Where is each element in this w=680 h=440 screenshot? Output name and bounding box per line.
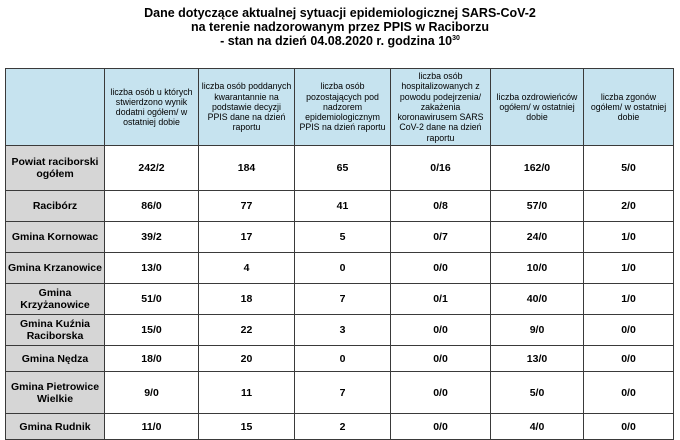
row-label: Gmina Krzanowice bbox=[6, 253, 105, 284]
table-row bbox=[6, 284, 674, 315]
cell-recovered: 9/0 bbox=[491, 315, 584, 346]
header-cases: liczba osób u których stwierdzono wynik dodatni ogółem/ w ostatniej dobie bbox=[105, 69, 199, 146]
table-row bbox=[6, 253, 674, 284]
cell-cases: 51/0 bbox=[105, 284, 199, 315]
cell-hospitalized: 0/7 bbox=[391, 222, 491, 253]
cell-recovered: 162/0 bbox=[491, 146, 584, 191]
cell-recovered: 40/0 bbox=[491, 284, 584, 315]
cell-recovered: 5/0 bbox=[491, 372, 584, 414]
cell-deaths: 5/0 bbox=[584, 146, 674, 191]
title-line-3 bbox=[0, 34, 680, 48]
cell-recovered: 24/0 bbox=[491, 222, 584, 253]
title-hour-minutes: 30 bbox=[452, 35, 460, 42]
cell-hospitalized: 0/0 bbox=[391, 414, 491, 440]
cell-quarantine: 17 bbox=[199, 222, 295, 253]
table-row bbox=[6, 315, 674, 346]
table-row bbox=[6, 372, 674, 414]
header-deaths: liczba zgonów ogółem/ w ostatniej dobie bbox=[584, 69, 674, 146]
title-line-3-text: - stan na dzień 04.08.2020 r. godzina 10 bbox=[220, 34, 453, 48]
cell-deaths: 0/0 bbox=[584, 372, 674, 414]
header-recovered: liczba ozdrowieńców ogółem/ w ostatniej dobie bbox=[491, 69, 584, 146]
cell-quarantine: 20 bbox=[199, 346, 295, 372]
cell-quarantine: 18 bbox=[199, 284, 295, 315]
cell-supervision: 7 bbox=[295, 284, 391, 315]
cell-quarantine: 77 bbox=[199, 191, 295, 222]
cell-deaths: 0/0 bbox=[584, 346, 674, 372]
table-row bbox=[6, 346, 674, 372]
cell-supervision: 65 bbox=[295, 146, 391, 191]
cell-deaths: 2/0 bbox=[584, 191, 674, 222]
cell-supervision: 0 bbox=[295, 346, 391, 372]
header-supervision: liczba osób pozostających pod nadzorem epidemiologicznym PPIS na dzień raportu bbox=[295, 69, 391, 146]
cell-cases: 15/0 bbox=[105, 315, 199, 346]
cell-quarantine: 15 bbox=[199, 414, 295, 440]
cell-quarantine: 11 bbox=[199, 372, 295, 414]
table-row bbox=[6, 414, 674, 440]
cell-cases: 13/0 bbox=[105, 253, 199, 284]
row-label: Gmina Rudnik bbox=[6, 414, 105, 440]
cell-quarantine: 184 bbox=[199, 146, 295, 191]
cell-deaths: 1/0 bbox=[584, 284, 674, 315]
cell-hospitalized: 0/0 bbox=[391, 372, 491, 414]
cell-recovered: 57/0 bbox=[491, 191, 584, 222]
cell-supervision: 2 bbox=[295, 414, 391, 440]
table-row bbox=[6, 222, 674, 253]
cell-recovered: 4/0 bbox=[491, 414, 584, 440]
cell-recovered: 13/0 bbox=[491, 346, 584, 372]
cell-supervision: 7 bbox=[295, 372, 391, 414]
row-label: Gmina Nędza bbox=[6, 346, 105, 372]
header-row bbox=[6, 69, 674, 146]
cell-cases: 11/0 bbox=[105, 414, 199, 440]
table-row bbox=[6, 146, 674, 191]
cell-deaths: 1/0 bbox=[584, 222, 674, 253]
title-line-2: na terenie nadzorowanym przez PPIS w Raciborzu bbox=[191, 20, 489, 34]
cell-supervision: 5 bbox=[295, 222, 391, 253]
row-label: Gmina Pietrowice Wielkie bbox=[6, 372, 105, 414]
cell-supervision: 41 bbox=[295, 191, 391, 222]
cell-cases: 9/0 bbox=[105, 372, 199, 414]
cell-cases: 18/0 bbox=[105, 346, 199, 372]
header-hospitalized: liczba osób hospitalizowanych z powodu podejrzenia/ zakażenia koronawirusem SARS CoV-2 dane na dzień raportu bbox=[391, 69, 491, 146]
cell-supervision: 0 bbox=[295, 253, 391, 284]
cell-cases: 39/2 bbox=[105, 222, 199, 253]
row-label: Powiat raciborski ogółem bbox=[6, 146, 105, 191]
cell-hospitalized: 0/1 bbox=[391, 284, 491, 315]
row-label: Gmina Kornowac bbox=[6, 222, 105, 253]
header-quarantine: liczba osób poddanych kwarantannie na podstawie decyzji PPIS dane na dzień raportu bbox=[199, 69, 295, 146]
document-title bbox=[0, 6, 680, 48]
cell-cases: 86/0 bbox=[105, 191, 199, 222]
row-label: Racibórz bbox=[6, 191, 105, 222]
epidemiology-table bbox=[5, 68, 674, 440]
cell-hospitalized: 0/16 bbox=[391, 146, 491, 191]
cell-quarantine: 4 bbox=[199, 253, 295, 284]
table-row bbox=[6, 191, 674, 222]
row-label: Gmina Krzyżanowice bbox=[6, 284, 105, 315]
cell-hospitalized: 0/0 bbox=[391, 315, 491, 346]
cell-deaths: 1/0 bbox=[584, 253, 674, 284]
cell-hospitalized: 0/0 bbox=[391, 346, 491, 372]
title-line-1: Dane dotyczące aktualnej sytuacji epidemiologicznej SARS-CoV-2 bbox=[144, 6, 536, 20]
cell-recovered: 10/0 bbox=[491, 253, 584, 284]
cell-hospitalized: 0/0 bbox=[391, 253, 491, 284]
cell-supervision: 3 bbox=[295, 315, 391, 346]
header-corner-cell bbox=[6, 69, 105, 146]
cell-hospitalized: 0/8 bbox=[391, 191, 491, 222]
cell-deaths: 0/0 bbox=[584, 414, 674, 440]
cell-cases: 242/2 bbox=[105, 146, 199, 191]
row-label: Gmina Kuźnia Raciborska bbox=[6, 315, 105, 346]
cell-quarantine: 22 bbox=[199, 315, 295, 346]
cell-deaths: 0/0 bbox=[584, 315, 674, 346]
